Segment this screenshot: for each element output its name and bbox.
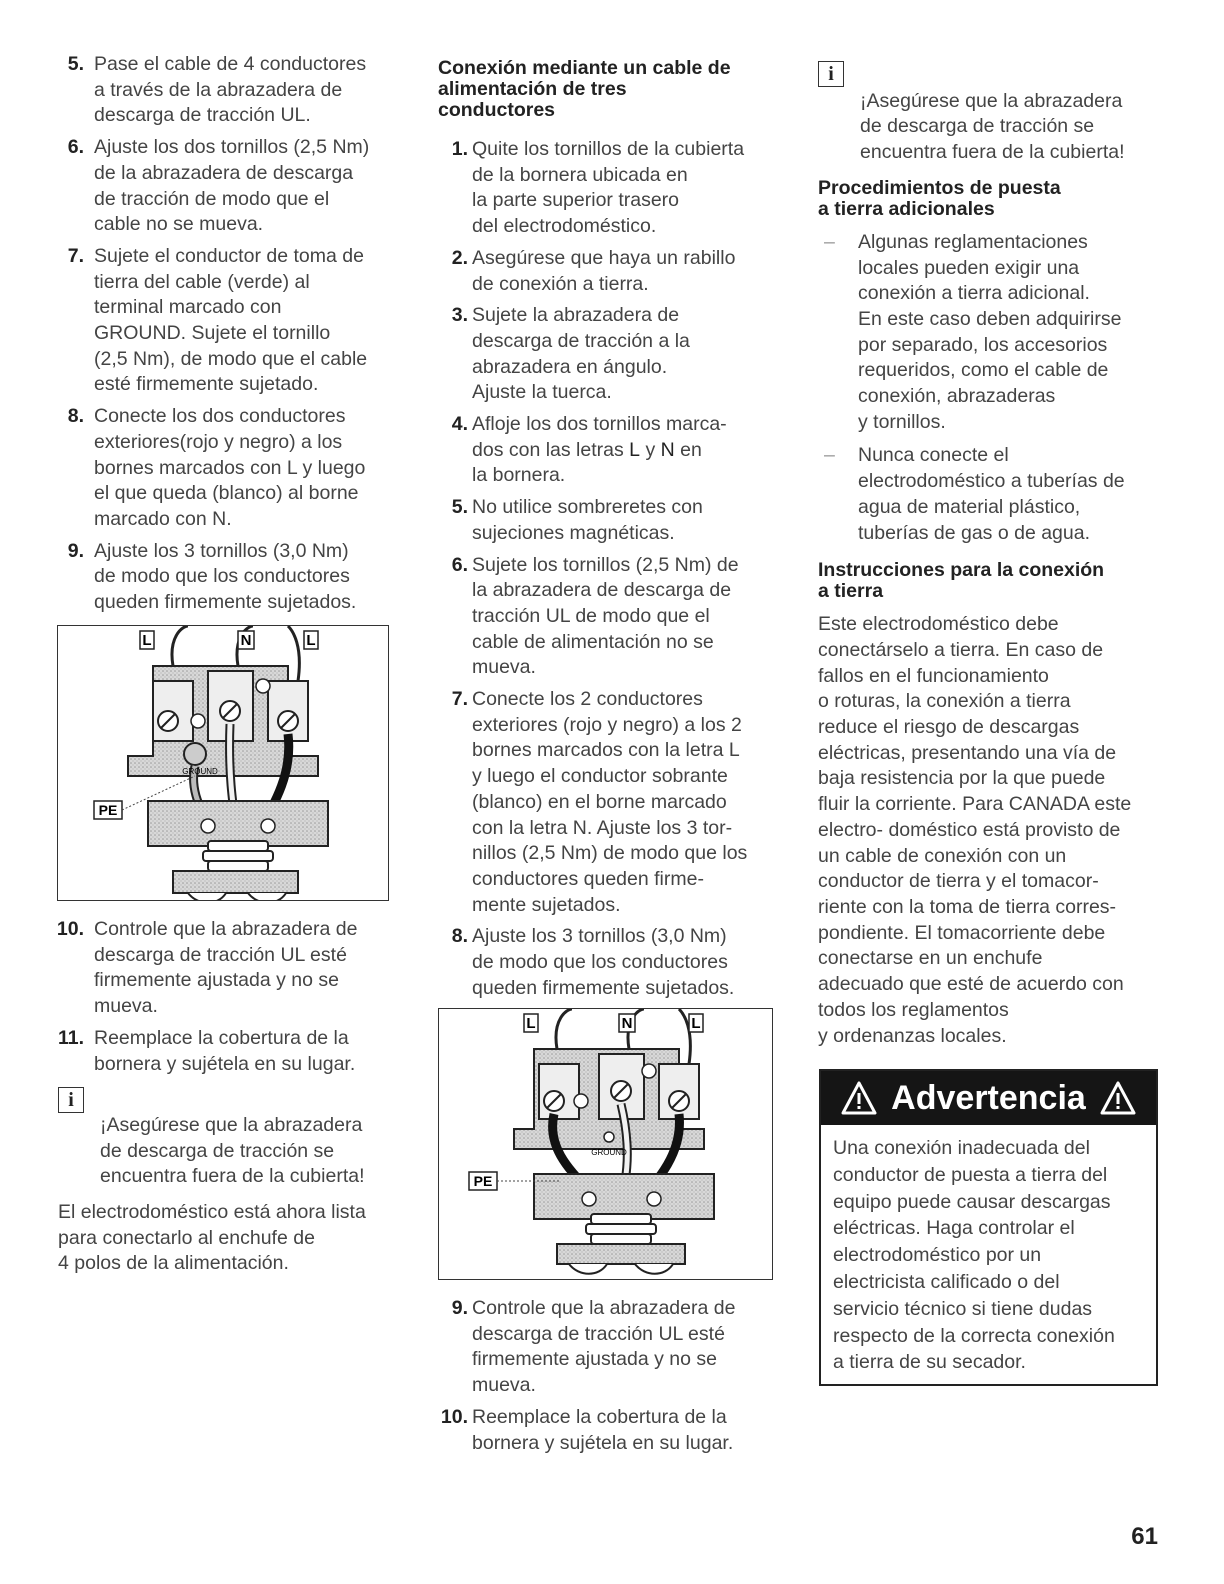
step-item: 3. Sujete la abrazadera de descarga de tracción a la abrazadera en ángulo. Ajuste la tuerca.: [451, 304, 690, 404]
section-heading-three-wire: Conexión mediante un cable de alimentación de tres conductores: [438, 57, 731, 121]
info-note: [58, 1087, 400, 1190]
bullet-item: – Algunas reglamentaciones locales pueden exigir una conexión a tierra adicional. En este caso deben adquirirse por separado, los accesorios requeridos, como el cable de conexión, abrazaderas y tornillos.: [818, 230, 1163, 436]
step-item: 11. Reemplace la cobertura de la bornera y sujétela en su lugar.: [57, 1026, 356, 1075]
warning-triangle-icon: [1100, 1081, 1136, 1115]
terminal-block-diagram-four-wire: [57, 625, 389, 901]
warning-title: Advertencia: [891, 1078, 1086, 1117]
step-item: 8. Ajuste los 3 tornillos (3,0 Nm) de modo que los conductores queden firmemente sujetados.: [451, 925, 735, 999]
label-ground: GROUND: [182, 767, 218, 776]
warning-triangle-icon: [841, 1081, 877, 1115]
label-l-left: L: [526, 1015, 536, 1032]
label-l-left: L: [142, 632, 152, 649]
closing-paragraph: El electrodoméstico está ahora lista para conectarlo al enchufe de 4 polos de la alimentación.: [58, 1201, 366, 1275]
step-item: 10. Controle que la abrazadera de descarga de tracción UL esté firmemente ajustada y no se mueva.: [56, 918, 358, 1018]
column-middle: [438, 58, 776, 1008]
info-icon: i: [818, 61, 844, 87]
column-middle-lower: [438, 1296, 776, 1462]
section-heading-additional-grounding: Procedimientos de puesta a tierra adicionales: [818, 176, 1061, 220]
steps-list-three-wire: [438, 137, 776, 1002]
step-item: 7. Sujete el conductor de toma de tierra del cable (verde) al terminal marcado con GROUND. Sujete el tornillo (2,5 Nm), de modo que el cable esté firmemente sujetado.: [67, 244, 368, 396]
step-item: 1. Quite los tornillos de la cubierta de la bornera ubicada en la parte superior trasero del electrodoméstico.: [451, 138, 745, 238]
step-item: 4. Afloje los dos tornillos marca- dos con las letras L y N en la bornera.: [451, 413, 727, 487]
label-n: N: [621, 1015, 633, 1032]
terminal-block-illustration: [439, 1009, 772, 1279]
info-note: [818, 63, 1163, 166]
note-text: ¡Asegúrese que la abrazadera de descarga de tracción se encuentra fuera de la cubierta!: [860, 89, 1125, 164]
label-l-right: L: [306, 632, 316, 649]
column-left-lower: [56, 917, 400, 1277]
steps-list-three-wire-cont: [438, 1296, 776, 1456]
page-number: 61: [1131, 1523, 1158, 1550]
step-item: 6. Sujete los tornillos (2,5 Nm) de la abrazadera de descarga de tracción UL de modo que el cable de alimentación no se mueva.: [451, 553, 739, 679]
label-pe: PE: [98, 802, 118, 818]
step-item: 9. Controle que la abrazadera de descarga de tracción UL esté firmemente ajustada y no se mueva.: [451, 1297, 736, 1397]
info-icon: i: [58, 1087, 84, 1113]
note-text: ¡Asegúrese que la abrazadera de descarga de tracción se encuentra fuera de la cubierta!: [100, 1113, 365, 1188]
step-item: 2. Asegúrese que haya un rabillo de conexión a tierra.: [451, 246, 736, 295]
step-item: 6. Ajuste los dos tornillos (2,5 Nm) de la abrazadera de descarga de tracción de modo que el cable no se mueva.: [67, 136, 370, 236]
section-heading-grounding-instructions: Instrucciones para la conexión a tierra: [818, 559, 1105, 603]
terminal-block-diagram-three-wire: [438, 1008, 773, 1280]
column-right: [818, 63, 1163, 1049]
step-item: 8. Conecte los dos conductores exteriores(rojo y negro) a los bornes marcados con L y luego el que queda (blanco) al borne marcado con N.: [67, 405, 366, 530]
grounding-paragraph: Este electrodoméstico debe conectárselo a tierra. En caso de fallos en el funcionamiento o roturas, la conexión a tierra reduce el riesgo de descargas eléctricas, presentando una vía de baja resistencia por la que puede fluir la corriente. Para CANADA este electro- doméstico está provisto de un cable de conexión con un conductor de tierra y el tomacor- riente con la toma de tierra corres- pondiente. El tomacorriente debe conectarse en un enchufe adecuado que esté de acuerdo con todos los reglamentos y ordenanzas locales.: [818, 613, 1132, 1047]
step-item: 5. No utilice sombreretes con sujeciones magnéticas.: [451, 496, 703, 544]
label-l-right: L: [691, 1015, 701, 1032]
warning-text: Una conexión inadecuada del conductor de puesta a tierra del equipo puede causar descargas eléctricas. Haga controlar el electrodoméstico por un electricista calificado o del servicio técnico si tiene dudas respecto de la correcta conexión a tierra de su secador.: [833, 1137, 1115, 1374]
label-n: N: [240, 632, 252, 649]
grounding-bullets: [818, 230, 1163, 546]
warning-header: [821, 1071, 1156, 1125]
steps-list-four-wire-cont: [56, 917, 400, 1077]
steps-list-four-wire: [60, 52, 400, 616]
column-left: [60, 52, 400, 622]
step-item: 10. Reemplace la cobertura de la bornera y sujétela en su lugar.: [440, 1405, 734, 1454]
label-ground: GROUND: [591, 1148, 627, 1157]
terminal-block-illustration: [58, 626, 388, 900]
step-item: 9. Ajuste los 3 tornillos (3,0 Nm) de modo que los conductores queden firmemente sujetados.: [67, 539, 357, 614]
step-item: 7. Conecte los 2 conductores exteriores (rojo y negro) a los 2 bornes marcados con la letra L y luego el conductor sobrante (blanco) en el borne marcado con la letra N. Ajuste los 3 tor- nillos (2,5 Nm) de modo que los conductores queden firme- mente sujetados.: [451, 688, 748, 916]
step-item: 5. Pase el cable de 4 conductores a través de la abrazadera de descarga de tracción UL.: [67, 53, 367, 127]
label-pe: PE: [473, 1173, 493, 1189]
bullet-item: – Nunca conecte el electrodoméstico a tuberías de agua de material plástico, tuberías de gas o de agua.: [818, 443, 1163, 546]
warning-box: [819, 1069, 1158, 1386]
